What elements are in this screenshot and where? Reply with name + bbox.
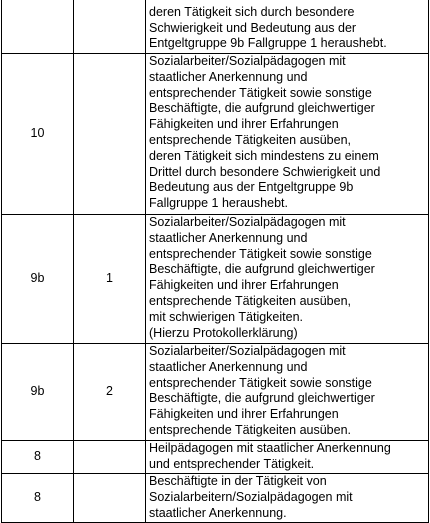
description-line: entsprechende Tätigkeiten ausüben, — [149, 132, 352, 147]
description-line: entsprechender Tätigkeit sowie sonstige — [149, 246, 372, 261]
description-line: (Hierzu Protokollerklärung) — [149, 325, 298, 340]
fallgruppe-cell — [74, 441, 146, 473]
description-line: und entsprechender Tätigkeit. — [149, 456, 315, 471]
description-line: Bedeutung aus der Entgeltgruppe 9b — [149, 180, 354, 195]
entgeltgruppe-cell: 8 — [2, 474, 74, 522]
description-line: Sozialarbeiter/Sozialpädagogen mit — [149, 54, 346, 68]
entgeltgruppe-cell: 10 — [2, 54, 74, 214]
fallgruppe-cell — [74, 474, 146, 522]
description-line: Drittel durch besondere Schwierigkeit und — [149, 164, 381, 179]
description-line: entsprechende Tätigkeiten ausüben, — [149, 293, 352, 308]
description-cell — [146, 441, 429, 473]
fallgruppe-cell: 2 — [74, 344, 146, 440]
description-line: mit schwierigen Tätigkeiten. — [149, 309, 304, 324]
description-line: Beschäftigte, die aufgrund gleichwertiger — [149, 101, 375, 116]
description-cell — [146, 0, 429, 53]
entgeltgruppe-cell: 8 — [2, 441, 74, 473]
description-cell — [146, 54, 429, 214]
table-row — [2, 441, 429, 474]
description-line: Sozialarbeitern/Sozialpädagogen mit — [149, 489, 353, 504]
description-line: staatlicher Anerkennung. — [149, 505, 287, 520]
table-row — [2, 344, 429, 441]
table-row — [2, 474, 429, 523]
description-line: Beschäftigte, die aufgrund gleichwertiger — [149, 262, 375, 277]
description-line: Entgeltgruppe 9b Fallgruppe 1 heraushebt. — [149, 36, 387, 51]
description-cell — [146, 474, 429, 522]
table-row — [2, 215, 429, 344]
entgeltgruppe-cell: 9b — [2, 215, 74, 343]
description-line: Fähigkeiten und ihrer Erfahrungen — [149, 278, 339, 293]
description-line: staatlicher Anerkennung und — [149, 230, 308, 245]
description-line: staatlicher Anerkennung und — [149, 69, 308, 84]
entgeltgruppe-cell — [2, 0, 74, 53]
fallgruppe-cell — [74, 54, 146, 214]
table-row — [2, 0, 429, 54]
description-line: Fallgruppe 1 heraushebt. — [149, 196, 288, 211]
entgeltgruppe-cell: 9b — [2, 344, 74, 440]
table-row — [2, 54, 429, 215]
description-cell — [146, 215, 429, 343]
description-line: Fähigkeiten und ihrer Erfahrungen — [149, 117, 339, 132]
description-line: deren Tätigkeit sich mindestens zu einem — [149, 148, 379, 163]
description-line: deren Tätigkeit sich durch besondere — [149, 4, 355, 19]
eingruppierung-table — [1, 0, 429, 523]
description-line: Schwierigkeit und Bedeutung aus der — [149, 20, 357, 35]
description-line: Fähigkeiten und ihrer Erfahrungen — [149, 407, 339, 422]
description-line: staatlicher Anerkennung und — [149, 359, 308, 374]
description-line: Beschäftigte in der Tätigkeit von — [149, 474, 327, 488]
description-cell — [146, 344, 429, 440]
description-line: Sozialarbeiter/Sozialpädagogen mit — [149, 344, 346, 358]
fallgruppe-cell — [74, 0, 146, 53]
description-line: entsprechende Tätigkeiten ausüben. — [149, 422, 352, 437]
description-line: Sozialarbeiter/Sozialpädagogen mit — [149, 215, 346, 229]
description-line: entsprechender Tätigkeit sowie sonstige — [149, 85, 372, 100]
description-line: Heilpädagogen mit staatlicher Anerkennung — [149, 441, 391, 455]
fallgruppe-cell: 1 — [74, 215, 146, 343]
description-line: Beschäftigte, die aufgrund gleichwertiger — [149, 391, 375, 406]
description-line: entsprechender Tätigkeit sowie sonstige — [149, 375, 372, 390]
